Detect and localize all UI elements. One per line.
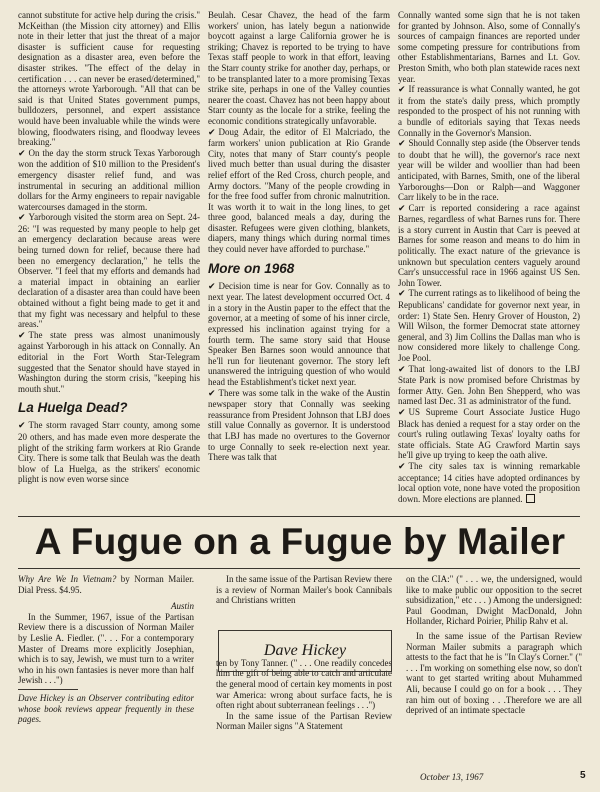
news-item (208, 388, 390, 463)
check-mark-icon: ✔ (398, 407, 406, 418)
check-mark-icon: ✔ (398, 461, 406, 472)
news-item-text: The state press was almost unanimously against Yarborough in his attack on Connally. An editorial in the Fort Worth Star-Telegram suggested that the Senator should have stayed in Washington during the storm crisis, "keeping his mouth shut." (18, 329, 200, 394)
paragraph: In the Summer, 1967, issue of the Partisan Review there is a discussion of Norman Mailer by Leslie A. Fiedler. (". . . For a contemporary Master of Dreams more explicitly Josephian, which is to say, Jewish, we must turn to a writer who in his own fantasies is never more than half Jewish . . .") (18, 611, 194, 686)
paragraph: In the same issue of the Partisan Review Norman Mailer submits a paragraph which attests to the fact that he is "In Clay's Corner." (" . . . I'm working on something else now, so don't want to get started writing about Muhammed Ali, because I could go on for a book . . . They ran him out of boxing . . .Therefore we are all deprived of an intimate spectacle (406, 630, 582, 716)
news-item-text: Should Connally step aside (the Observer tends to doubt that he will), the governor's race next year will be wilder and woollier than had been anticipated, with Barnes, Smith, one of the liberal Yarboroughs—Don or Ralph—and Waggoner Carr likely to be in the race. (398, 138, 580, 203)
news-item-text: US Supreme Court Associate Justice Hugo Black has denied a request for a stay order on the court's ruling outlawing Texas' loyalty oaths for state officials. State AG Crawford Martin says he'll give up trying to keep the oath alive. (398, 406, 580, 461)
check-mark-icon: ✔ (398, 203, 406, 214)
paragraph: ten by Tony Tanner. (" . . . One readily concedes him the gift of being able to catch and articulate the general mood of certain key moments in post war America: wrong about surface facts, he is often right about subterranean feelings . . .") (216, 657, 392, 711)
end-square-icon (526, 494, 535, 503)
paragraph: In the same issue of the Partisan Review Norman Mailer signs "A Statement (216, 710, 392, 732)
news-item (398, 407, 580, 461)
news-item-text: On the day the storm struck Texas Yarborough won the addition of $10 million to the President's emergency disaster relief fund, and was instrumental in securing an additional million dollars for the Army engineers to repair navigable watercourses damaged in the storm. (18, 147, 200, 212)
article-headline: A Fugue on a Fugue by Mailer (34, 521, 566, 562)
check-mark-icon: ✔ (18, 421, 26, 432)
book-title: Why Are We In Vietnam? (18, 574, 117, 584)
news-item-text: Carr is reported considering a race against Barnes, regardless of what Barnes runs for. There is a story current in Austin that Carr is peeved at Barnes for some reason and means to do him in politically. The exact nature of the grievance is unknown but speculation centers vaguely around Carr's unsuccessful race in 1966 against US Sen. John Tower. (398, 202, 580, 288)
news-item-text: Doug Adair, the editor of El Malcriado, the farm workers' union publication at Rio Grande City, notes that many of Starr county's people lived much better than usual during the disaster relief effort of the Red Cross, church people, and Army doctors. "Many of the people crowding in for the free food suffer from chronic malnutrition. It was worth it to wait in the long lines, to get three good, balanced meals a day, during the disaster. Refugees were given clothing, blankets, diapers, many things which during normal times they could never have afforded to purchase." (208, 126, 390, 255)
book-details: by Norman Mailer. Dial Press. $4.95. (18, 574, 194, 595)
news-item-text: The current ratings as to likelihood of being the Republicans' candidate for governor next year, in order: 1) State Sen. Henry Grover of Houston, 2) Will Wilson, the former Democrat state attorney general, and 3) Jim Collins the Dallas man who is now considered more likely to challenge Cong. Joe Pool. (398, 288, 580, 363)
review-column-1 (18, 574, 194, 725)
review-column-3 (406, 574, 582, 716)
dateline: Austin (170, 601, 194, 612)
news-item-text: The city sales tax is winning remarkable acceptance; 14 cities have adopted ordinances by local option vote, none have voted the proposition down. More elections are planned. (398, 460, 580, 504)
news-item (18, 420, 200, 485)
paragraph: Connally wanted some sign that he is not taken for granted by Johnson. Also, some of Connally's sources of campaign finances are reported under some competing pressure for contributions from other Establishmentarians, Barnes and Lt. Gov. Preston Smith, who both plan statewide races next year. (398, 10, 580, 84)
news-item (208, 281, 390, 388)
news-item-text: That long-awaited list of donors to the LBJ State Park is now promised before Christmas by former Atty. Gen. John Ben Shepperd, who was named last Dec. 31 as administrator of the fund. (398, 363, 580, 407)
news-item-text: The storm ravaged Starr county, among some 20 others, and has made even more desperate the plight of the striking farm workers at Rio Grande City. There is some talk that Beulah was the death blow of La Huelga, as the strikers' economic plight is now even worse since (18, 420, 200, 485)
column-3 (398, 10, 580, 504)
subheading: More on 1968 (208, 260, 295, 276)
check-mark-icon: ✔ (208, 281, 216, 292)
news-item (18, 330, 200, 395)
paragraph: Beulah. Cesar Chavez, the head of the farm workers' union, has lately begun a nationwide boycott against a large California grower he is striking; Chavez is reported to be trying to have Texas staff people to work in that effort, leaving the Starr county strike for another day, perhaps, or to be transplanted later to a more promising Texas strike site, perhaps in one of the Valley counties nearer the coast. Chavez has not been happy about Starr county as the locale for a strike, feeling the economic conditions strategically unfavorable. (208, 10, 390, 126)
news-item (398, 84, 580, 138)
page-number: 5 (580, 770, 586, 781)
check-mark-icon: ✔ (208, 127, 216, 138)
paragraph: cannot substitute for active help during the crisis." McKeithan (the Mission city attorney) and Ellis note in their letter that just the threat of a major disaster is sufficient cause for requesting designation as a disaster area, even before the disaster strikes. "The effect of the delay in certification . . . can never be erased/determined," the attorneys wrote Yarborough. "All that can be said is that United States government pumps, bulldozers, personnel, and expert assistance would have been invaluable while the winds were blowing, floodwaters rising, and floodway levees breaking." (18, 10, 200, 148)
news-item (398, 288, 580, 363)
section-divider (18, 516, 580, 517)
paragraph: In the same issue of the Partisan Review there is a review of Norman Mailer's book Cannibals and Christians written (216, 574, 392, 606)
column-1 (18, 10, 200, 485)
check-mark-icon: ✔ (398, 85, 406, 96)
news-item-text: Yarborough visited the storm area on Sept. 24-26: "I was requested by many people to help get an emergency declaration because areas were being turned down for relief, because there had been no emergency declaration," he tells the Observer. "I feel that my efforts and demands had a material impact in obtaining an earlier declaration of a disaster area than could have been obtained without a fight being made to get it and that my fight was necessary and helpful to these areas." (18, 212, 200, 330)
news-item-text: If reassurance is what Connally wanted, he got it from the state's daily press, which promptly responded to the prospect of his not running with a bundle of editorials saying that Texas needs Connally in the Governor's Mansion. (398, 84, 580, 138)
news-item-text: There was some talk in the wake of the Austin newspaper story that Connally was seeking reassurance from President Johnson that LBJ does still value Connally as governor. It is understood that LBJ has made no overtures to the Governor to urge Connally to seek re-election next year. There was talk that (208, 387, 390, 463)
news-item (18, 148, 200, 213)
book-citation (18, 574, 194, 595)
check-mark-icon: ✔ (18, 213, 26, 224)
news-item (398, 138, 580, 203)
byline-box (218, 630, 392, 672)
column-2 (208, 10, 390, 463)
issue-date: October 13, 1967 (420, 772, 484, 782)
news-item (208, 127, 390, 255)
news-item (398, 203, 580, 289)
check-mark-icon: ✔ (398, 289, 406, 300)
news-item (398, 461, 580, 504)
author-note: Dave Hickey is an Observer contributing editor whose book reviews appear frequently in these pages. (18, 692, 194, 725)
byline: Dave Hickey (263, 642, 347, 659)
headline-divider (18, 568, 580, 569)
news-item (18, 212, 200, 330)
news-item (398, 364, 580, 407)
subheading: La Huelga Dead? (18, 400, 128, 416)
check-mark-icon: ✔ (18, 330, 26, 341)
news-item-text: Decision time is near for Gov. Connally as to next year. The latest development occurred Oct. 4 in a story in the Austin paper to the effect that the governor, at a meeting of some of his inner circle, expressed his inclination against trying for a fourth term. The same story said that House Speaker Ben Barnes soon would announce that he'll run for lieutenant governor. The story left unanswered the intriguing question of who would head the Establishment's ticket next year. (208, 280, 390, 387)
check-mark-icon: ✔ (398, 139, 406, 150)
check-mark-icon: ✔ (18, 148, 26, 159)
check-mark-icon: ✔ (208, 388, 216, 399)
note-divider (18, 689, 78, 690)
paragraph: on the CIA:" (" . . . we, the undersigned, would like to make public our opposition to the secret subsidization," etc . . . ) Among the undersigned: Paul Goodman, Dwight MacDonald, John Hollander, Richard Poirier, Philip Rahv et al. (406, 574, 582, 627)
check-mark-icon: ✔ (398, 364, 406, 375)
